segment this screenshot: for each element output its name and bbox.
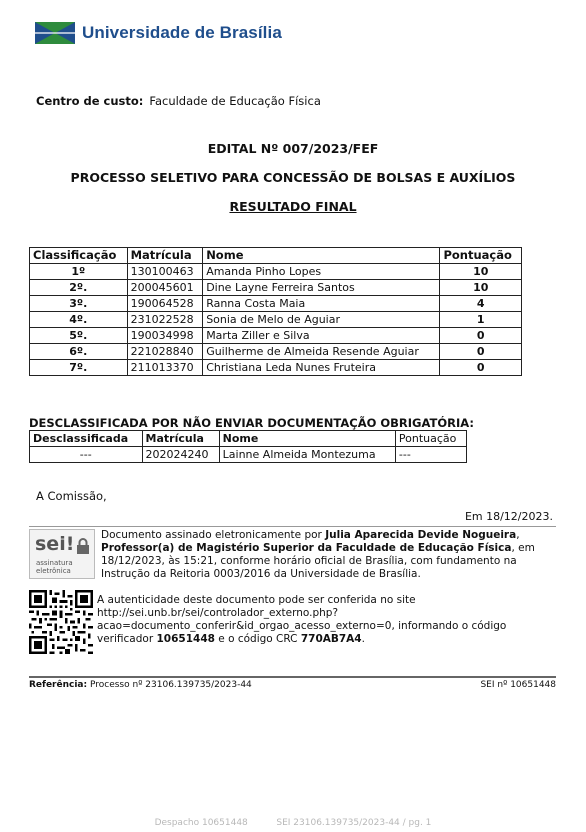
divider xyxy=(29,676,556,678)
sei-signature-logo-icon xyxy=(29,529,95,579)
classification-cell: 2º. xyxy=(30,280,128,296)
university-name: Universidade de Brasília xyxy=(82,23,282,42)
header-classification: Classificação xyxy=(30,248,128,264)
unb-logo-icon xyxy=(35,22,75,44)
classification-cell: 7º. xyxy=(30,360,128,376)
name-cell: Ranna Costa Maia xyxy=(203,296,440,312)
electronic-signature xyxy=(29,529,556,581)
document-date: Em 18/12/2023. xyxy=(464,510,553,523)
reference-value: Processo nº 23106.139735/2023-44 xyxy=(89,680,252,690)
score-cell: 4 xyxy=(440,296,522,312)
cost-center xyxy=(36,94,321,108)
registration-cell: 200045601 xyxy=(127,280,203,296)
table-row xyxy=(30,447,467,463)
header-score: Pontuação xyxy=(395,431,466,447)
score-cell: 10 xyxy=(440,280,522,296)
name-cell: Lainne Almeida Montezuma xyxy=(219,447,395,463)
name-cell: Christiana Leda Nunes Fruteira xyxy=(203,360,440,376)
disqualified-table xyxy=(29,430,467,463)
results-table xyxy=(29,247,522,376)
header-logo xyxy=(35,22,282,44)
sei-logo-caption-1: assinatura xyxy=(36,559,73,567)
score-cell: 10 xyxy=(440,264,522,280)
registration-cell: 190064528 xyxy=(127,296,203,312)
cost-center-label: Centro de custo: xyxy=(36,94,144,108)
crc-code: 770AB7A4 xyxy=(300,633,362,645)
table-row xyxy=(30,328,522,344)
header-disqualified: Desclassificada xyxy=(30,431,143,447)
signer-name: Julia Aparecida Devide Nogueira xyxy=(325,529,517,541)
committee-signoff: A Comissão, xyxy=(36,489,107,503)
table-row xyxy=(30,312,522,328)
registration-cell: 221028840 xyxy=(127,344,203,360)
registration-cell: 190034998 xyxy=(127,328,203,344)
disqualified-cell: --- xyxy=(30,447,143,463)
table-row xyxy=(30,264,522,280)
classification-cell: 1º xyxy=(30,264,128,280)
registration-cell: 202024240 xyxy=(142,447,219,463)
classification-cell: 4º. xyxy=(30,312,128,328)
disqualified-header-row xyxy=(30,431,467,447)
authenticity-text-3: . xyxy=(361,633,365,645)
signature-text-1: Documento assinado eletronicamente por xyxy=(101,529,326,541)
name-cell: Sonia de Melo de Aguiar xyxy=(203,312,440,328)
name-cell: Amanda Pinho Lopes xyxy=(203,264,440,280)
reference-label: Referência: xyxy=(29,680,88,690)
classification-cell: 5º. xyxy=(30,328,128,344)
page-footer: Despacho 10651448 SEI 23106.139735/2023-44 / pg. 1 xyxy=(154,818,432,828)
disqualified-title: DESCLASSIFICADA POR NÃO ENVIAR DOCUMENTAÇÃO OBRIGATÓRIA: xyxy=(29,416,474,430)
score-cell: 0 xyxy=(440,344,522,360)
process-title: PROCESSO SELETIVO PARA CONCESSÃO DE BOLSAS E AUXÍLIOS xyxy=(70,170,516,185)
header-registration: Matrícula xyxy=(142,431,219,447)
result-title: RESULTADO FINAL xyxy=(229,199,357,214)
header-name: Nome xyxy=(203,248,440,264)
sei-number: SEI nº 10651448 xyxy=(480,680,556,690)
registration-cell: 231022528 xyxy=(127,312,203,328)
registration-cell: 211013370 xyxy=(127,360,203,376)
authenticity-text-2: e o código CRC xyxy=(214,633,301,645)
table-row xyxy=(30,296,522,312)
signature-text-2: , xyxy=(516,529,520,541)
header-name: Nome xyxy=(219,431,395,447)
header-registration: Matrícula xyxy=(127,248,203,264)
score-cell: --- xyxy=(395,447,466,463)
score-cell: 1 xyxy=(440,312,522,328)
score-cell: 0 xyxy=(440,328,522,344)
qr-code-icon xyxy=(29,590,93,654)
score-cell: 0 xyxy=(440,360,522,376)
lock-icon xyxy=(76,538,90,554)
header-score: Pontuação xyxy=(440,248,522,264)
signature-text-3: , em 18/12/2023, às 15:21, conforme horário oficial de Brasília, com fundamento na Instrução da Reitoria 0003/2016 da Universidade de Brasília. xyxy=(101,542,535,580)
edital-title: EDITAL Nº 007/2023/FEF xyxy=(207,141,379,156)
authenticity-text-1: A autenticidade deste documento pode ser conferida no site http://sei.unb.br/sei/controlador_externo.php?acao=documento_conferir&id_orgao_acesso_externo=0, informando o código verificador xyxy=(97,594,507,645)
sei-logo-caption-2: eletrônica xyxy=(36,567,71,575)
name-cell: Guilherme de Almeida Resende Aguiar xyxy=(203,344,440,360)
classification-cell: 3º. xyxy=(30,296,128,312)
authenticity-block xyxy=(29,590,556,654)
results-header-row xyxy=(30,248,522,264)
classification-cell: 6º. xyxy=(30,344,128,360)
name-cell: Dine Layne Ferreira Santos xyxy=(203,280,440,296)
signer-role: Professor(a) de Magistério Superior da Faculdade de Educação Física xyxy=(101,542,512,554)
table-row xyxy=(30,360,522,376)
sei-logo-mark: sei! xyxy=(35,533,75,555)
registration-cell: 130100463 xyxy=(127,264,203,280)
signature-text xyxy=(101,529,556,581)
divider xyxy=(29,526,556,527)
table-row xyxy=(30,344,522,360)
authenticity-text xyxy=(97,594,556,654)
table-row xyxy=(30,280,522,296)
name-cell: Marta Ziller e Silva xyxy=(203,328,440,344)
cost-center-value: Faculdade de Educação Física xyxy=(149,94,321,108)
reference xyxy=(29,680,252,690)
verifier-code: 10651448 xyxy=(156,633,215,645)
